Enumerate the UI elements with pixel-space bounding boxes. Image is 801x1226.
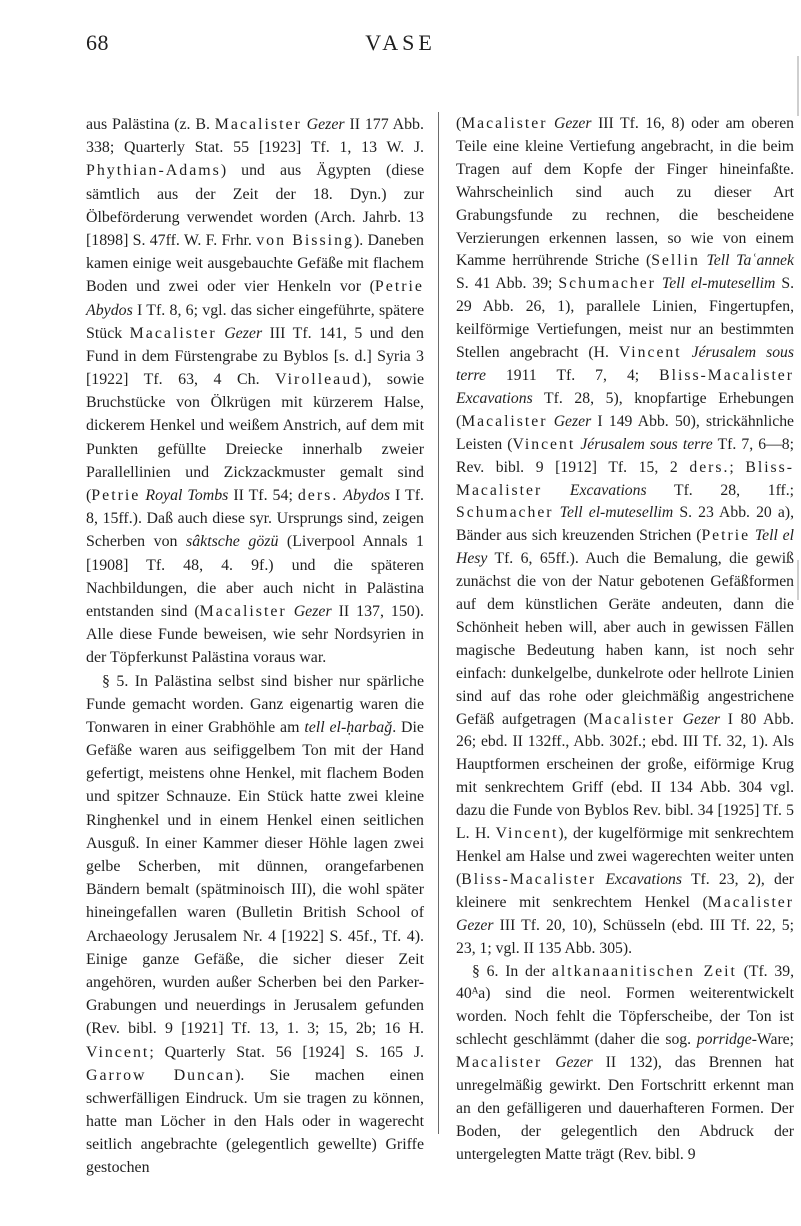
italic-title: Jérusalem sous terre — [456, 344, 795, 384]
page-number: 68 — [86, 30, 109, 55]
author-name: Sellin — [651, 252, 700, 270]
author-name: Phythian-Adams — [86, 162, 221, 180]
paragraph — [456, 113, 794, 961]
italic-title: Tell el-mutesellim — [661, 275, 776, 293]
italic-title: Abydos — [343, 487, 391, 504]
italic-title: Gezer — [554, 115, 592, 132]
column-divider — [438, 112, 439, 1134]
italic-title: Excavations — [605, 870, 682, 888]
author-name: Macalister — [199, 602, 287, 620]
author-name: Macalister — [707, 893, 794, 911]
text-run: § 5. In Palästina selbst sind bisher nur spärliche Funde gemacht worden. Ganz eigenartig waren die Tonwaren in einer Grabhöhle am — [86, 672, 424, 736]
text-run: I Tf. 8, 6; vgl. das sicher eingeführte, spätere Stück — [86, 301, 424, 342]
text-run — [287, 603, 294, 620]
italic-title: Gezer — [682, 710, 721, 728]
text-run: Tf. 6, 65ff.). Auch die Bemalung, die gewiß zunächst die von der Natur gebotenen Gefäßformen auf dem künstlichen Geräte andeuten, dann die Schönheit heben will, aber auch in gewissen Fällen magische Bedeutung haben kann, ist noch sehr einfach: dunkelgelbe, dunkelrote oder hellrote Linien sind auf das rohe oder gleichmäßig angestrichene Gefäß aufgetragen ( — [456, 550, 794, 728]
author-name: ders. — [689, 458, 730, 476]
author-name: Macalister — [461, 115, 548, 132]
text-run: S. 29 Abb. 26, 1), parallele Linien, Fingertupfen, keilförmige Vertiefungen, meist nur an bestimmten Stellen angebracht (H. — [456, 275, 795, 362]
text-run: aus Palästina (z. B. — [86, 116, 215, 133]
text-run — [675, 711, 683, 728]
text-run: -Ware; — [751, 1031, 794, 1049]
text-run: I 149 Abb. 50), strickähnliche Leisten ( — [456, 412, 795, 453]
author-name: von Bissing — [256, 231, 354, 249]
text-run: (Liverpool Annals 1 [1908] Tf. 48, 4. 9f.) und die späteren Nachbildungen, die aber auch nicht in Palästina entstanden sind ( — [86, 533, 424, 620]
text-run: ). Daneben kamen einige weit ausgebauchte Gefäße mit flachem Boden und zwei oder vier Henkeln vor ( — [86, 231, 424, 296]
italic-title: Abydos — [86, 301, 133, 319]
text-run: ; Quarterly Stat. 56 [1924] S. 165 J. — [149, 1043, 424, 1061]
text-run: 1911 Tf. 7, 4; — [485, 366, 660, 384]
text-run: (Tf. 39, 40ᴬa) sind die neol. Formen weiterentwickelt worden. Noch fehlt die Töpferscheibe, der Ton ist schlecht geschlämmt (daher die sog. — [456, 962, 794, 1049]
author-name: Petrie — [374, 278, 424, 296]
author-name: altkanaanitischen Zeit — [551, 962, 737, 980]
author-name: Vincent — [495, 825, 559, 843]
italic-title: Tell el Hesy — [456, 527, 795, 568]
author-name: Bliss-Macalister — [456, 458, 794, 499]
italic-title: Jérusalem sous terre — [580, 435, 713, 453]
page-edge-mark — [797, 560, 799, 600]
author-name: Vincent — [86, 1043, 150, 1061]
text-run — [682, 344, 692, 361]
italic-title: Gezer — [306, 116, 345, 133]
author-name: Vincent — [618, 344, 682, 362]
text-run: II 137, 150). Alle diese Funde beweisen, wie sehr Nordsyrien in der Töpferkunst Palästina voraus war. — [86, 602, 424, 667]
text-run: ), sowie Bruchstücke von Ölkrügen mit kürzerem Halse, dickerem Henkel und weißem Anstrich, auf dem mit Punkten gefüllte Dreiecke innerhalb zweier Parallellinien und Zickzackmuster gemalt sind ( — [86, 371, 424, 504]
text-run — [700, 252, 707, 269]
text-run: II 177 Abb. 338; Quarterly Stat. 55 [1923] Tf. 1, 13 W. J. — [86, 116, 424, 157]
italic-title: Excavations — [456, 389, 533, 407]
italic-title: Gezer — [293, 602, 332, 620]
text-run: I 80 Abb. 26; ebd. II 132ff., Abb. 302f.; ebd. III Tf. 32, 1). Als Hauptformen erscheinen der große, eiförmige Krug mit senkrechtem Griff (ebd. II 134 Abb. 304 vgl. dazu die Funde von Byblos Rev. bibl. 34 [1925] Tf. 5 L. H. — [456, 710, 794, 843]
text-run: II Tf. 54; — [228, 487, 298, 504]
text-run: ) und aus Ägypten (diese sämtlich aus der Zeit der 18. Dyn.) zur Ölbeförderung verwendet worden (Arch. Jahrb. 13 [1898] S. 47ff. W. F. Frhr. — [86, 162, 424, 249]
text-run: ), der kugelförmige mit senkrechtem Henkel am Halse und zwei wagerechten weiter unten ( — [456, 825, 794, 888]
text-run: S. 23 Abb. 20 a), Bänder aus sich kreuzenden Strichen ( — [456, 504, 794, 545]
italic-title: Tell Taʿannek — [706, 252, 794, 270]
text-run: Tf. 23, 2), der kleinere mit senkrechtem Henkel ( — [456, 870, 795, 911]
paragraph — [86, 670, 424, 1180]
author-name: Schumacher — [558, 275, 656, 293]
text-run: III Tf. 20, 10), Schüsseln (ebd. III Tf. 22, 5; 23, 1; vgl. II 135 Abb. 305). — [456, 916, 794, 957]
author-name: Vincent — [512, 435, 576, 453]
text-run: . Die Gefäße waren aus seifiggelbem Ton mit der Hand gefertigt, meistens ohne Henkel, mit flachem Boden und spitzer Schnauze. Ein Stück hatte zwei kleine Ringhenkel und in einem Henkel einen seitlichen Ausguß. In einer Kammer dieser Höhle lagen zwei gelbe Scherben, mit dünnen, orangefarbenen Bändern bemalt (spätminoisch III), die wohl später hineingefallen waren (Bulletin British School of Archaeology Jerusalem Nr. 4 [1922] S. 45f., Tf. 4). Einige ganze Gefäße, die sicher dieser Zeit angehören, wurden außer Scherben bei den Parker-Grabungen und neuerdings in Jerusalem gefunden (Rev. bibl. 9 [1921] Tf. 13, 1. 3; 15, 2b; 16 H. — [86, 718, 424, 1038]
text-run: Tf. 28, 5), knopfartige Erhebungen ( — [456, 389, 794, 430]
italic-title: Gezer — [553, 412, 592, 430]
italic-title: Excavations — [569, 481, 647, 499]
text-run — [542, 1054, 555, 1071]
text-run: III Tf. 141, 5 und den Fund in dem Fürstengrabe zu Byblos [s. d.] Syria 3 [1922] Tf. 63, 4 Ch. — [86, 324, 424, 389]
italic-title: Royal Tombs — [145, 487, 229, 504]
page-edge-mark — [797, 56, 799, 116]
author-name: Bliss-Macalister — [461, 870, 597, 888]
author-name: Macalister — [588, 710, 676, 728]
author-name: Macalister — [129, 324, 217, 342]
text-run — [542, 482, 570, 499]
author-name: Garrow Duncan — [86, 1066, 236, 1084]
author-name: Virolleaud — [275, 371, 363, 389]
paragraph — [456, 961, 794, 1167]
text-run: II 132), das Brennen hat unregelmäßig gewirkt. Den Fortschritt erkennt man an den gefälligeren und dauerhafteren Formen. Der Boden, der gelegentlich den Abdruck der untergelegten Matte trägt (Rev. bibl. 9 — [456, 1054, 794, 1163]
author-name: Bliss-Macalister — [659, 366, 794, 384]
running-head: VASE — [365, 30, 436, 55]
author-name: Schumacher — [456, 504, 554, 522]
page-header — [0, 30, 801, 70]
text-run: § 6. In der — [472, 962, 552, 980]
author-name: Macalister — [461, 412, 548, 430]
paragraph — [86, 113, 424, 670]
right-column — [456, 113, 794, 1167]
text-run — [596, 871, 605, 888]
text-run: ). Sie machen einen schwerfälligen Eindruck. Um sie tragen zu können, hatte man Löcher in den Hals oder in wagerecht seitlich angebrachte (gelegentlich gewellte) Griffe gestochen — [86, 1066, 424, 1177]
text-run: Tf. 7, 6—8; Rev. bibl. 9 [1912] Tf. 15, 2 — [456, 435, 794, 476]
italic-title: tell el-ḥarbağ — [304, 718, 393, 736]
author-name: Petrie — [91, 487, 141, 504]
left-column — [86, 113, 424, 1180]
italic-title: Tell el-mutesellim — [559, 504, 674, 522]
italic-title: Gezer — [555, 1054, 593, 1072]
text-run: I Tf. 8, 15ff.). Daß auch diese syr. Ursprungs sind, zeigen Scherben von — [86, 487, 424, 551]
author-name: Macalister — [214, 116, 302, 133]
italic-title: porridge — [696, 1031, 752, 1049]
text-run: ; — [729, 458, 746, 476]
text-run: ( — [456, 115, 462, 132]
author-name: Macalister — [456, 1054, 543, 1072]
text-run: S. 41 Abb. 39; — [456, 275, 559, 293]
italic-title: Gezer — [224, 324, 263, 342]
italic-title: Gezer — [456, 916, 494, 934]
text-run: Tf. 28, 1ff.; — [646, 481, 795, 499]
text-run: III Tf. 16, 8) oder am oberen Teile eine kleine Vertiefung angebracht, in die beim Tragen auf dem Kopfe der Finger hineinfaßte. Wahrscheinlich sind auch zu dieser Art Grabungsfunde zu rechnen, die bescheidene Verzierungen erkennen lassen, so wie von einem Kamme herrührende Striche ( — [456, 115, 795, 270]
author-name: Petrie — [701, 527, 751, 545]
italic-title: sâktsche gözü — [186, 533, 279, 551]
author-name: ders. — [297, 487, 339, 504]
